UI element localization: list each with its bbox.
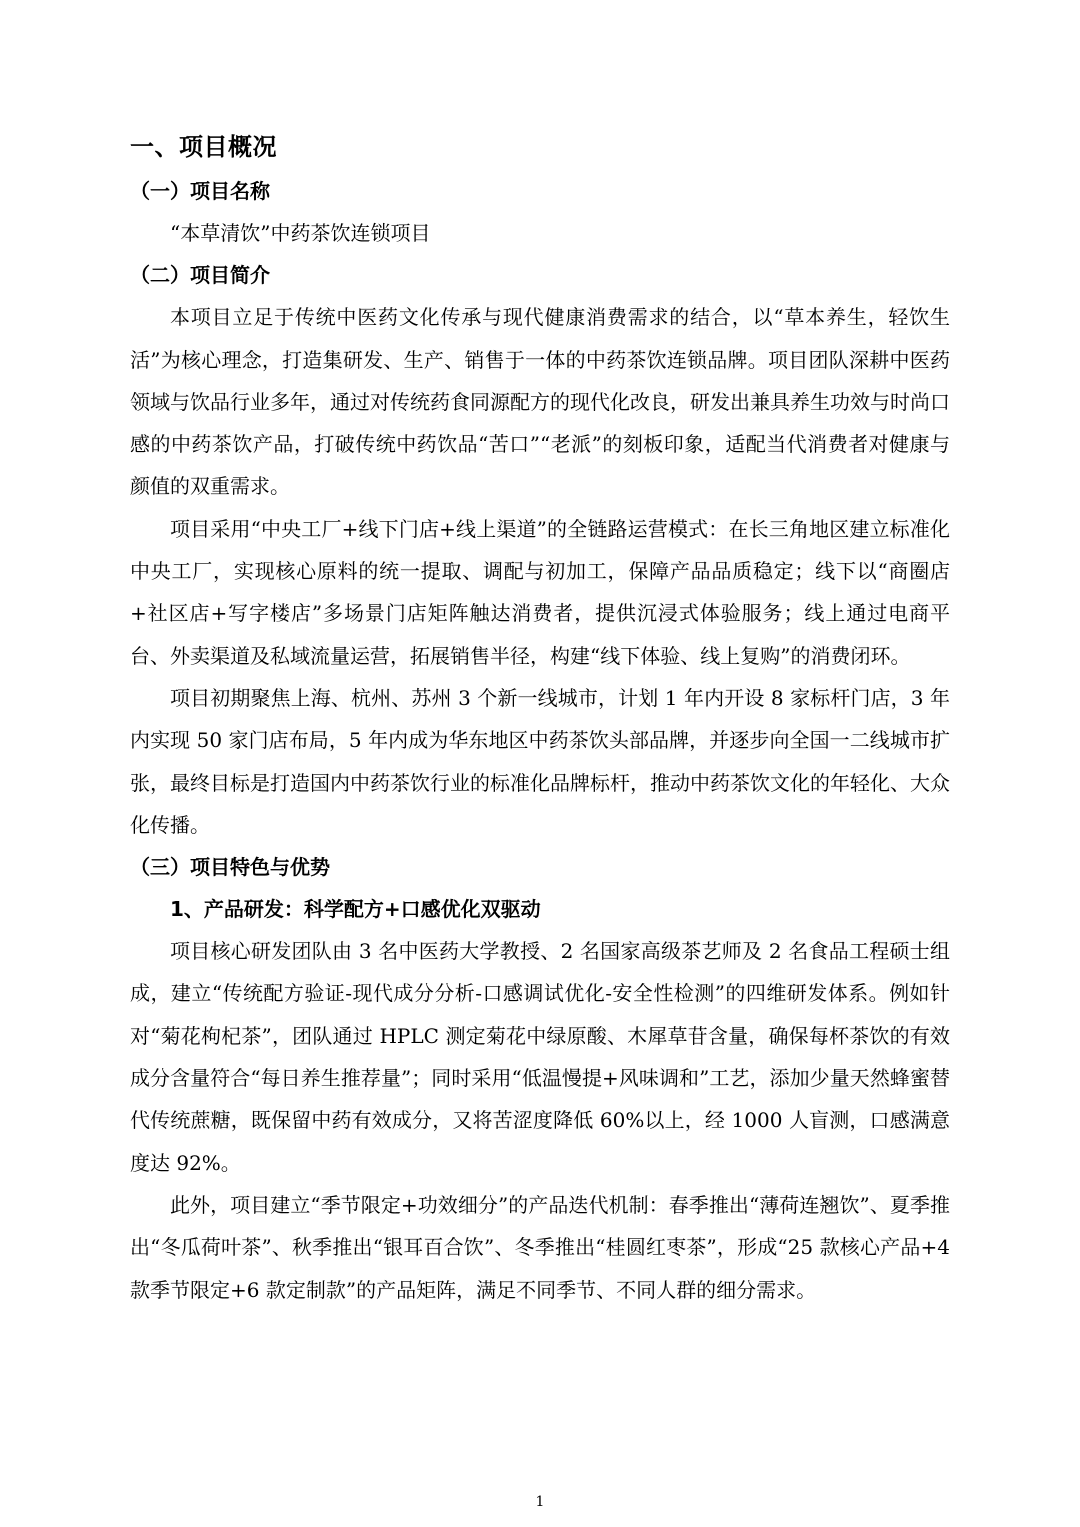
feature-item-title-1: 1、产品研发：科学配方+口感优化双驱动 (170, 897, 541, 922)
project-name-paragraph: “本草清饮”中药茶饮连锁项目 (170, 221, 431, 245)
feature-paragraph-2: 此外，项目建立“季节限定+功效细分”的产品迭代机制：春季推出“薄荷连翘饮”、夏季推出“冬瓜荷叶茶”、秋季推出“银耳百合饮”、冬季推出“桂圆红枣茶”，形成“25 款核心产品+4 款季节限定+6 款定制款”的产品矩阵，满足不同季节、不同人群的细分需求。 (130, 1192, 950, 1302)
document-page (130, 124, 950, 1311)
intro-paragraph-3: 项目初期聚焦上海、杭州、苏州 3 个新一线城市，计划 1 年内开设 8 家标杆门店，3 年内实现 50 家门店布局，5 年内成为华东地区中药茶饮头部品牌，并逐步向全国一二线城市扩张，最终目标是打造国内中药茶饮行业的标准化品牌标杆，推动中药茶饮文化的年轻化、大众化传播。 (130, 685, 950, 837)
subsection-title-features: （三）项目特色与优势 (130, 855, 330, 880)
subsection-title-project-intro: （二）项目简介 (130, 263, 270, 288)
subsection-title-project-name: （一）项目名称 (130, 179, 270, 203)
feature-paragraph-1: 项目核心研发团队由 3 名中医药大学教授、2 名国家高级茶艺师及 2 名食品工程硕士组成，建立“传统配方验证-现代成分分析-口感调试优化-安全性检测”的四维研发体系。例如针对“菊花枸杞茶”，团队通过 HPLC 测定菊花中绿原酸、木犀草苷含量，确保每杯茶饮的有效成分含量符合“每日养生推荐量”；同时采用“低温慢提+风味调和”工艺，添加少量天然蜂蜜替代传统蔗糖，既保留中药有效成分，又将苦涩度降低 60%以上，经 1000 人盲测，口感满意度达 92%。 (130, 939, 950, 1175)
page-number: 1 (535, 1494, 545, 1510)
intro-paragraph-1: 本项目立足于传统中医药文化传承与现代健康消费需求的结合，以“草本养生，轻饮生活”为核心理念，打造集研发、生产、销售于一体的中药茶饮连锁品牌。项目团队深耕中医药领域与饮品行业多年，通过对传统药食同源配方的现代化改良，研发出兼具养生功效与时尚口感的中药茶饮产品，打破传统中药饮品“苦口”“老派”的刻板印象，适配当代消费者对健康与颜值的双重需求。 (130, 305, 950, 499)
intro-paragraph-2: 项目采用“中央工厂+线下门店+线上渠道”的全链路运营模式：在长三角地区建立标准化中央工厂，实现核心原料的统一提取、调配与初加工，保障产品品质稳定；线下以“商圈店+社区店+写字楼店”多场景门店矩阵触达消费者，提供沉浸式体验服务；线上通过电商平台、外卖渠道及私域流量运营，拓展销售半径，构建“线下体验、线上复购”的消费闭环。 (130, 516, 950, 668)
section-title: 一、项目概况 (130, 133, 277, 161)
